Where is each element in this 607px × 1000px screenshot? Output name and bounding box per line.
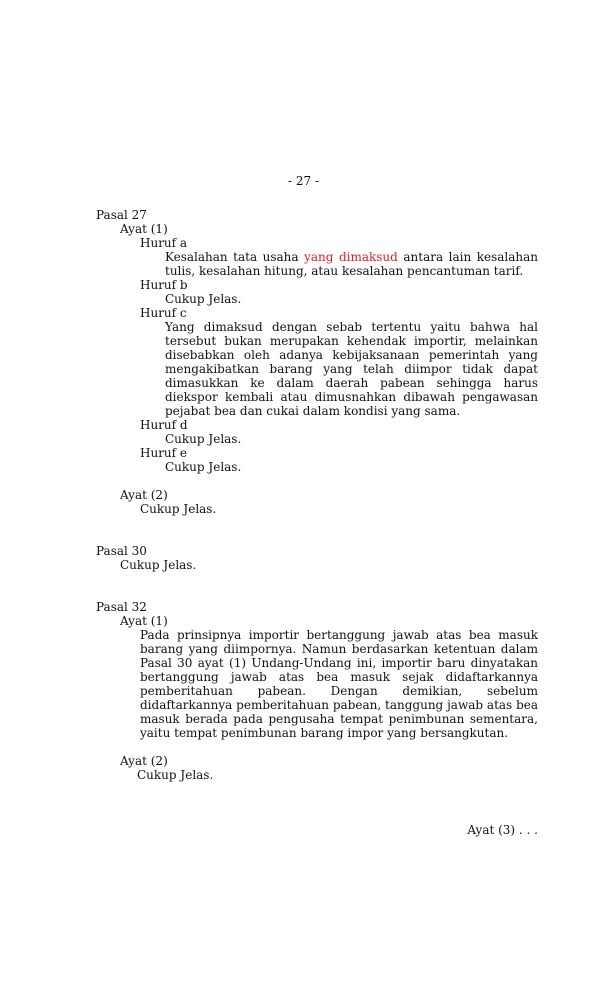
- huruf-c-heading: Huruf c: [140, 306, 187, 320]
- pasal-32-ayat-2-text: Cukup Jelas.: [137, 768, 214, 782]
- pasal-27-ayat-2-heading: Ayat (2): [120, 488, 168, 502]
- pasal-32-ayat-1-heading: Ayat (1): [120, 614, 168, 628]
- huruf-a-heading: Huruf a: [140, 236, 188, 250]
- huruf-e-text: Cukup Jelas.: [165, 460, 242, 474]
- huruf-c-text: Yang dimaksud dengan sebab tertentu yaitu bahwa hal tersebut bukan merupakan kehendak importir, melainkan disebabkan oleh adanya kebijaksanaan pemerintah yang mengakibatkan barang yang telah diimpor tidak dapat dimasukkan ke dalam daerah pabean sehingga harus diekspor kembali atau dimusnahkan dibawah pengawasan pejabat bea dan cukai dalam kondisi yang sama.: [165, 320, 538, 418]
- huruf-b-text: Cukup Jelas.: [165, 292, 242, 306]
- pasal-27-ayat-2-text: Cukup Jelas.: [140, 502, 217, 516]
- highlighted-phrase: yang dimaksud: [304, 250, 398, 264]
- page-continuation: Ayat (3) . . .: [467, 823, 538, 837]
- huruf-d-text: Cukup Jelas.: [165, 432, 242, 446]
- pasal-27-heading: Pasal 27: [96, 208, 147, 222]
- huruf-e-heading: Huruf e: [140, 446, 188, 460]
- pasal-32-ayat-2-heading: Ayat (2): [120, 754, 168, 768]
- pasal-27-ayat-1-heading: Ayat (1): [120, 222, 168, 236]
- pasal-32-heading: Pasal 32: [96, 600, 147, 614]
- pasal-30-text: Cukup Jelas.: [120, 558, 197, 572]
- huruf-a-text: Kesalahan tata usaha yang dimaksud antara lain kesalahan tulis, kesalahan hitung, atau kesalahan pencantuman tarif.: [165, 250, 539, 278]
- page-number: - 27 -: [287, 174, 319, 188]
- pasal-32-ayat-1-text: Pada prinsipnya importir bertanggung jawab atas bea masuk barang yang diimpornya. Namun berdasarkan ketentuan dalam Pasal 30 ayat (1) Undang-Undang ini, importir baru dinyatakan bertanggung jawab atas bea masuk sejak didaftarkannya pemberitahuan pabean. Dengan demikian, sebelum didaftarkannya pemberitahuan pabean, tanggung jawab atas bea masuk berada pada pengusaha tempat penimbunan sementara, yaitu tempat penimbunan barang impor yang bersangkutan.: [140, 628, 538, 740]
- huruf-b-heading: Huruf b: [140, 278, 188, 292]
- pasal-30-heading: Pasal 30: [96, 544, 147, 558]
- huruf-d-heading: Huruf d: [140, 418, 188, 432]
